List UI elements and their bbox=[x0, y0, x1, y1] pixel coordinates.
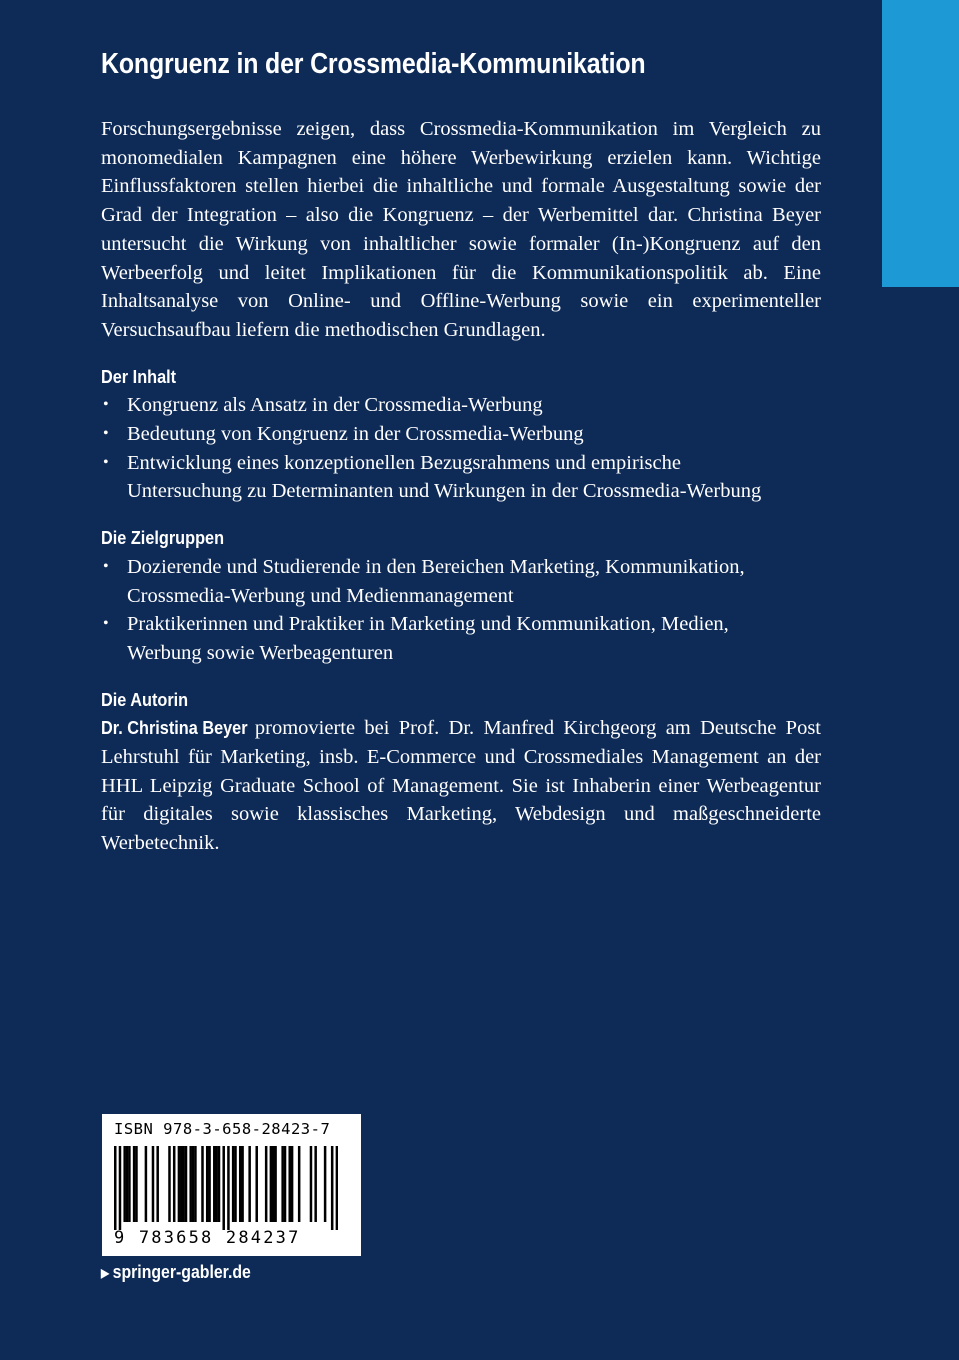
isbn-barcode bbox=[102, 1114, 361, 1256]
accent-bar bbox=[882, 0, 959, 287]
barcode-bar bbox=[126, 1146, 129, 1222]
barcode-bar bbox=[192, 1146, 195, 1222]
inhalt-list bbox=[101, 391, 821, 506]
barcode-bar bbox=[265, 1146, 268, 1222]
barcode-bar bbox=[314, 1146, 317, 1222]
barcode-bar bbox=[114, 1146, 117, 1230]
barcode-bar bbox=[298, 1146, 301, 1222]
zielgruppen-list bbox=[101, 553, 821, 668]
arrow-right-icon: ▶ bbox=[101, 1265, 110, 1280]
barcode-bar bbox=[222, 1146, 225, 1230]
section-heading-autorin: Die Autorin bbox=[101, 688, 189, 710]
section-heading-inhalt: Der Inhalt bbox=[101, 365, 177, 387]
barcode-bar bbox=[248, 1146, 251, 1222]
barcode-bar bbox=[128, 1146, 131, 1222]
barcode-bar bbox=[173, 1146, 176, 1222]
barcode-bar bbox=[215, 1146, 218, 1222]
barcode-bar bbox=[232, 1146, 235, 1222]
isbn-label: ISBN 978-3-658-28423-7 bbox=[114, 1120, 331, 1138]
list-item: • Praktikerinnen und Praktiker in Marketing und Kommunikation, Medien, Werbung sowie Werbeagenturen bbox=[101, 610, 821, 667]
barcode-bar bbox=[133, 1146, 136, 1222]
author-bio: Dr. Christina Beyer promovierte bei Prof. Dr. Manfred Kirchgeorg am Deutsche Post Lehrstuhl für Marketing, insb. E-Commerce und Crossmediales Management an der HHL Leipzig Graduate School of Management. Sie ist Inhaberin einer Werbeagentur für digitales sowie klassisches Marketing, Webdesign und maßgeschneiderte Werbetechnik. bbox=[101, 714, 821, 858]
barcode-bar bbox=[336, 1146, 338, 1230]
barcode-bar bbox=[234, 1146, 237, 1222]
bullet-icon: • bbox=[103, 425, 109, 443]
barcode-bar bbox=[206, 1146, 209, 1222]
barcode-bar bbox=[213, 1146, 216, 1222]
barcode-bar bbox=[310, 1146, 313, 1222]
barcode-bar bbox=[218, 1146, 221, 1222]
barcode-digits: 9 783658 284237 bbox=[114, 1228, 301, 1248]
bullet-icon: • bbox=[103, 615, 109, 633]
barcode-bar bbox=[274, 1146, 277, 1222]
barcode-bar bbox=[288, 1146, 291, 1222]
bullet-icon: • bbox=[103, 453, 109, 471]
barcode-bar bbox=[201, 1146, 204, 1222]
list-item: • Bedeutung von Kongruenz in der Crossmedia-Werbung bbox=[101, 420, 821, 449]
barcode-bar bbox=[284, 1146, 287, 1222]
barcode-bar bbox=[185, 1146, 188, 1222]
barcode-bar bbox=[291, 1146, 294, 1222]
section-inhalt bbox=[101, 363, 821, 507]
barcode-bar bbox=[324, 1146, 327, 1222]
barcode-bar bbox=[270, 1146, 273, 1222]
barcode-bar bbox=[331, 1146, 334, 1230]
bullet-icon: • bbox=[103, 557, 109, 575]
barcode-bar bbox=[178, 1146, 181, 1222]
barcode-bar bbox=[119, 1146, 122, 1230]
back-cover-content bbox=[101, 44, 821, 858]
barcode-bar bbox=[135, 1146, 138, 1222]
barcode-bar bbox=[123, 1146, 126, 1222]
barcode-bar bbox=[208, 1146, 211, 1222]
barcode-bars bbox=[114, 1146, 338, 1230]
list-item: • Entwicklung eines konzeptionellen Bezugsrahmens und empirische Untersuchung zu Determinanten und Wirkungen in der Crossmedia-Werbung bbox=[101, 449, 821, 506]
bullet-icon: • bbox=[103, 396, 109, 414]
section-autorin bbox=[101, 686, 821, 858]
website-link[interactable] bbox=[101, 1262, 251, 1283]
barcode-bar bbox=[152, 1146, 155, 1222]
barcode-bar bbox=[255, 1146, 258, 1222]
book-title: Kongruenz in der Crossmedia-Kommunikation bbox=[101, 48, 646, 80]
barcode-bar bbox=[241, 1146, 244, 1222]
barcode-bar bbox=[145, 1146, 148, 1222]
barcode-bar bbox=[272, 1146, 275, 1222]
section-heading-zielgruppen: Die Zielgruppen bbox=[101, 527, 225, 549]
barcode-bar bbox=[180, 1146, 183, 1222]
barcode-bar bbox=[281, 1146, 284, 1222]
list-item: • Dozierende und Studierende in den Bereichen Marketing, Kommunikation, Crossmedia-Werbung und Medienmanagement bbox=[101, 553, 821, 610]
barcode-bar bbox=[227, 1146, 230, 1230]
barcode-bar bbox=[168, 1146, 171, 1222]
barcode-bar bbox=[194, 1146, 197, 1222]
barcode-bar bbox=[189, 1146, 192, 1222]
website-text: springer-gabler.de bbox=[112, 1262, 251, 1282]
barcode-bar bbox=[182, 1146, 185, 1222]
intro-paragraph: Forschungsergebnisse zeigen, dass Crossmedia-Kommunikation im Vergleich zu monomedialen Kampagnen eine höhere Werbewirkung erzielen kann. Wichtige Einflussfaktoren stellen hierbei die inhaltliche und formale Ausgestaltung sowie der Grad der Integration – also die Kongruenz – der Werbemittel dar. Christina Beyer untersucht die Wirkung von inhaltlicher sowie formaler (In-)Kongruenz auf den Werbeerfolg und leitet Implikationen für die Kommunikationspolitik ab. Eine Inhaltsanalyse von Online- und Offline-Werbung sowie ein experimenteller Versuchsaufbau liefern die methodischen Grundlagen. bbox=[101, 118, 821, 341]
barcode-bar bbox=[156, 1146, 159, 1222]
section-zielgruppen bbox=[101, 524, 821, 668]
author-name: Dr. Christina Beyer bbox=[101, 717, 248, 739]
barcode-bar bbox=[239, 1146, 242, 1222]
list-item: • Kongruenz als Ansatz in der Crossmedia-Werbung bbox=[101, 391, 821, 420]
